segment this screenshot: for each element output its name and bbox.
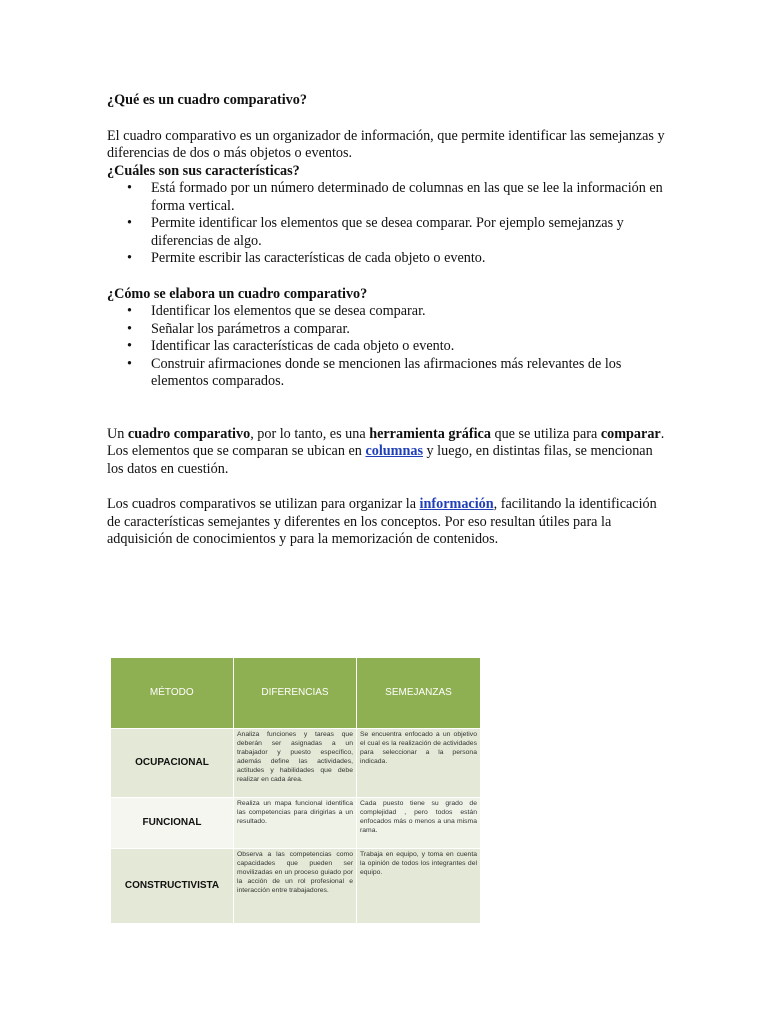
comparison-table <box>110 658 481 924</box>
list-item: • Permite identificar los elementos que se desea comparar. Por ejemplo semejanzas y diferencias de algo. <box>127 215 624 249</box>
list-item: • Identificar los elementos que se desea comparar. <box>127 303 426 319</box>
similarities-cell: Trabaja en equipo, y toma en cuenta la opinión de todos los integrantes del equipo. <box>357 849 481 924</box>
bullet-icon: • <box>127 250 132 266</box>
similarities-cell: Cada puesto tiene su grado de complejidad , pero todos están enfocados más o menos a una misma rama. <box>357 798 481 849</box>
bullet-icon: • <box>127 303 132 319</box>
document-body <box>107 92 667 549</box>
header-metodo: MÉTODO <box>111 658 234 729</box>
bullet-icon: • <box>127 180 132 196</box>
header-diferencias: DIFERENCIAS <box>234 658 357 729</box>
table-row <box>111 798 481 849</box>
list-item: • Construir afirmaciones donde se mencionen las afirmaciones más relevantes de los elementos comparados. <box>127 355 622 389</box>
list-item: • Permite escribir las características de cada objeto o evento. <box>127 250 486 266</box>
heading-what-is: ¿Qué es un cuadro comparativo? <box>107 92 307 108</box>
list-item: • Señalar los parámetros a comparar. <box>127 320 350 337</box>
header-semejanzas: SEMEJANZAS <box>357 658 481 729</box>
method-cell: CONSTRUCTIVISTA <box>111 849 234 924</box>
comparison-table-figure <box>110 658 480 920</box>
bullet-icon: • <box>127 338 132 354</box>
method-cell: OCUPACIONAL <box>111 729 234 798</box>
method-cell: FUNCIONAL <box>111 798 234 849</box>
columnas-link[interactable]: columnas <box>365 443 423 459</box>
bullet-icon: • <box>127 355 132 372</box>
steps-list <box>107 303 667 391</box>
differences-cell: Analiza funciones y tareas que deberán ser asignadas a un trabajador y puesto específico, además define las actividades, actitudes y habilidades que debe realizar en cada área. <box>234 729 357 798</box>
bullet-icon: • <box>127 215 132 231</box>
heading-characteristics: ¿Cuáles son sus características? <box>107 162 300 179</box>
usage-paragraph: Los cuadros comparativos se utilizan para organizar la información, facilitando la identificación de características semejantes y diferentes en los conceptos. Por eso resultan útiles para la adquisición de conocimientos y para la memorización de contenidos. <box>107 496 657 547</box>
definition-paragraph: Un cuadro comparativo, por lo tanto, es una herramienta gráfica que se utiliza para comparar. Los elementos que se comparan se ubican en columnas y luego, en distintas filas, se mencionan los datos en cuestión. <box>107 425 665 477</box>
heading-how-to: ¿Cómo se elabora un cuadro comparativo? <box>107 285 368 302</box>
similarities-cell: Se encuentra enfocado a un objetivo el cual es la realización de actividades para seleccionar a la persona indicada. <box>357 729 481 798</box>
bold-term: cuadro comparativo <box>127 425 251 442</box>
characteristics-list <box>107 180 667 268</box>
bullet-icon: • <box>127 320 132 337</box>
table-header-row <box>111 658 481 729</box>
table-row <box>111 729 481 798</box>
bold-term: herramienta gráfica <box>369 425 491 442</box>
table-row <box>111 849 481 924</box>
list-item: • Está formado por un número determinado de columnas en las que se lee la información en forma vertical. <box>127 180 663 214</box>
informacion-link[interactable]: información <box>419 496 494 512</box>
differences-cell: Realiza un mapa funcional identifica las competencias para dirigirlas a un resultado. <box>234 798 357 849</box>
list-item: • Identificar las características de cada objeto o evento. <box>127 338 455 354</box>
differences-cell: Observa a las competencias como capacidades que pueden ser movilizadas en un proceso guiado por la acción de un rol profesional e interacción entre trabajadores. <box>234 849 357 924</box>
intro-paragraph: El cuadro comparativo es un organizador de información, que permite identificar las semejanzas y diferencias de dos o más objetos o eventos. <box>107 127 665 161</box>
bold-term: comparar <box>600 425 661 442</box>
